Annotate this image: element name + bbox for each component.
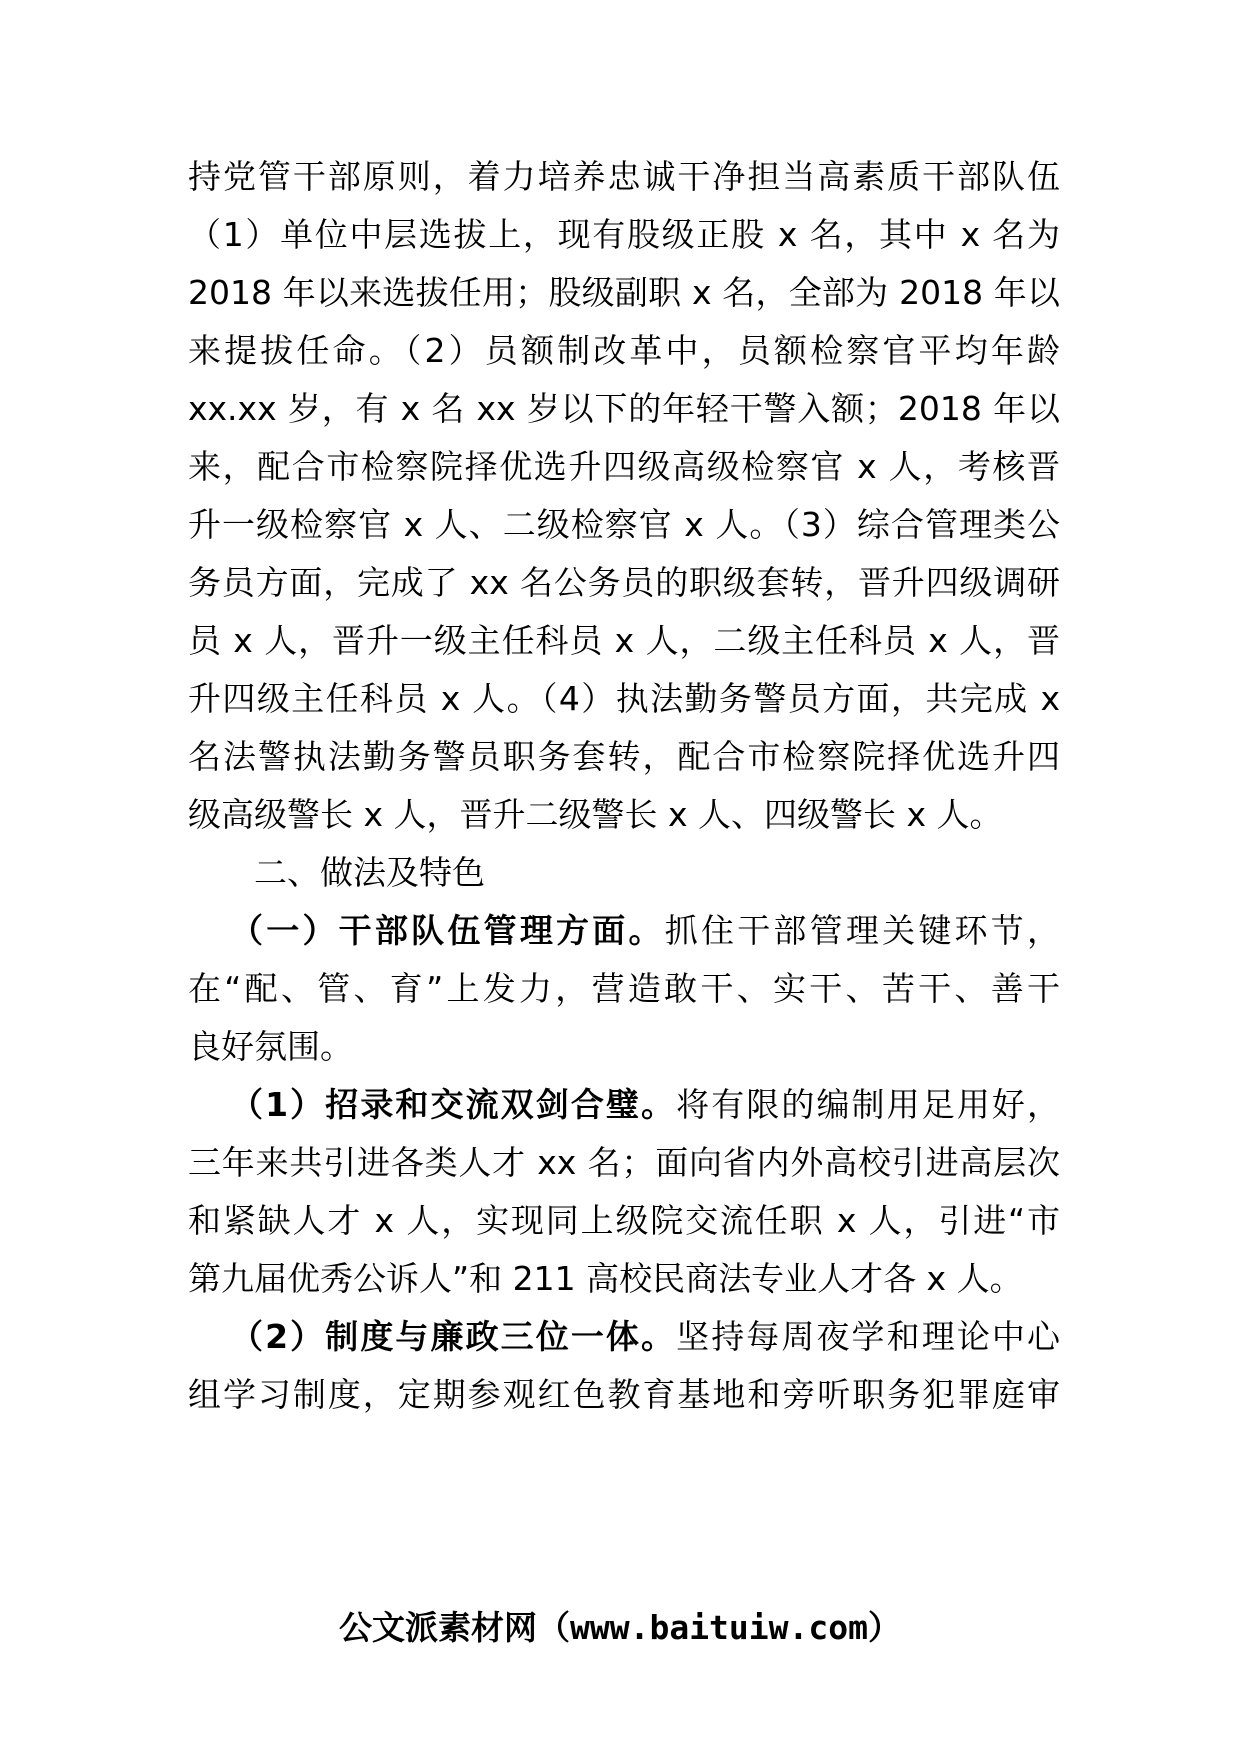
footer-url: （www.baituiw.com） <box>536 1608 901 1647</box>
item-2-line-2: 组学习制度，定期参观红色教育基地和旁听职务犯罪庭审 <box>188 1375 1060 1414</box>
item-1-heading: （1）招录和交流双剑合璧。 <box>230 1085 677 1124</box>
footer-site-name: 公文派素材网 <box>338 1608 537 1647</box>
body-line-5: xx.xx 岁，有 x 名 xx 岁以下的年轻干警入额；2018 年以 <box>188 389 1060 428</box>
item-2-first-line <box>230 1305 1060 1369</box>
item-1-first-line <box>230 1073 1060 1137</box>
part-1-first-line <box>230 899 1060 963</box>
item-1-line-3: 和紧缺人才 x 人，实现同上级院交流任职 x 人，引进“市 <box>188 1201 1060 1240</box>
body-line-10: 升四级主任科员 x 人。（4）执法勤务警员方面，共完成 x <box>188 679 1060 718</box>
item-2-text: 坚持每周夜学和理论中心 <box>676 1317 1060 1356</box>
body-line-1: 持党管干部原则，着力培养忠诚干净担当高素质干部队伍 <box>188 157 1060 196</box>
section-heading: 二、做法及特色 <box>254 853 485 892</box>
body-line-8: 务员方面，完成了 xx 名公务员的职级套转，晋升四级调研 <box>188 563 1060 602</box>
body-line-7: 升一级检察官 x 人、二级检察官 x 人。（3）综合管理类公 <box>188 505 1060 544</box>
body-line-6: 来，配合市检察院择优选升四级高级检察官 x 人，考核晋 <box>188 447 1060 486</box>
item-1-line-2: 三年来共引进各类人才 xx 名；面向省内外高校引进高层次 <box>188 1143 1060 1182</box>
item-1-line-4: 第九届优秀公诉人”和 211 高校民商法专业人才各 x 人。 <box>188 1259 1023 1298</box>
item-2-heading: （2）制度与廉政三位一体。 <box>230 1317 677 1356</box>
body-line-4: 来提拔任命。（2）员额制改革中，员额检察官平均年龄 <box>188 331 1060 370</box>
footer-watermark <box>0 1598 1240 1658</box>
body-line-11: 名法警执法勤务警员职务套转，配合市检察院择优选升四 <box>188 737 1060 776</box>
body-line-2: （1）单位中层选拔上，现有股级正股 x 名，其中 x 名为 <box>188 215 1060 254</box>
part-1-text: 抓住干部管理关键环节， <box>664 911 1061 950</box>
part-1-line-2: 在“配、管、育”上发力，营造敢干、实干、苦干、善干 <box>188 969 1060 1008</box>
body-line-12: 级高级警长 x 人，晋升二级警长 x 人、四级警长 x 人。 <box>188 795 1003 834</box>
item-1-text: 将有限的编制用足用好， <box>676 1085 1060 1124</box>
part-1-heading: （一）干部队伍管理方面。 <box>230 911 665 950</box>
body-line-9: 员 x 人，晋升一级主任科员 x 人，二级主任科员 x 人，晋 <box>188 621 1060 660</box>
body-line-3: 2018 年以来选拔任用；股级副职 x 名，全部为 2018 年以 <box>188 273 1060 312</box>
part-1-line-3: 良好氛围。 <box>188 1027 353 1066</box>
